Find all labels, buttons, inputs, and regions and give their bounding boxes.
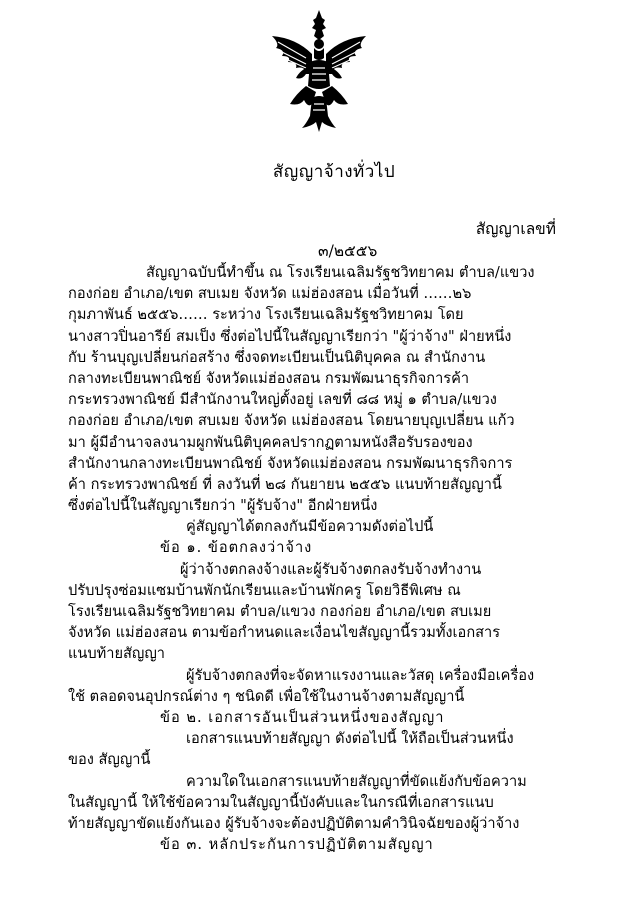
document-body [68,262,574,855]
body-line: กลางทะเบียนพาณิชย์ จังหวัดแม่ฮ่องสอน กรมพัฒนาธุรกิจการค้า [68,369,470,387]
body-line: นางสาวปิ่นอารีย์ สมเป็ง ซึ่งต่อไปนี้ในสัญญาเรียกว่า "ผู้ว่าจ้าง" ฝ่ายหนึ่ง [68,327,512,345]
body-line: จังหวัด แม่ฮ่องสอน ตามข้อกำหนดและเงื่อนไขสัญญานี้รวมทั้งเอกสาร [68,624,501,642]
body-line: กุมภาพันธ์ ๒๕๕๖…… ระหว่าง โรงเรียนเฉลิมรัฐชวิทยาคม โดย [68,306,464,324]
body-line: ซึ่งต่อไปนี้ในสัญญาเรียกว่า "ผู้รับจ้าง" อีกฝ่ายหนึ่ง [68,497,378,515]
body-line: ความใดในเอกสารแนบท้ายสัญญาที่ขัดแย้งกับข้อความ [186,772,527,790]
body-line: ผู้รับจ้างตกลงที่จะจัดหาแรงงานและวัสดุ เครื่องมือเครื่อง [186,666,535,684]
body-line: ค้า กระทรวงพาณิชย์ ที่ ลงวันที่ ๒๘ กันยายน ๒๕๕๖ แนบท้ายสัญญานี้ [68,475,502,493]
body-line: ผู้ว่าจ้างตกลงจ้างและผู้รับจ้างตกลงรับจ้างทำงาน [180,560,482,578]
body-line: กองก่อย อำเภอ/เขต สบเมย จังหวัด แม่ฮ่องสอน โดยนายบุญเปลี่ยน แก้ว [68,412,515,430]
body-line: ปรับปรุงซ่อมแซมบ้านพักนักเรียนและบ้านพักครู โดยวิธีพิเศษ ณ [68,581,461,599]
section-heading: ข้อ ๓. หลักประกันการปฏิบัติตามสัญญา [160,836,434,854]
body-line: มา ผู้มีอำนาจลงนามผูกพันนิติบุคคลปรากฏตามหนังสือรับรองของ [68,433,473,451]
body-line: ใช้ ตลอดจนอุปกรณ์ต่าง ๆ ชนิดดี เพื่อใช้ในงานจ้างตามสัญญานี้ [68,687,465,705]
body-line: กระทรวงพาณิชย์ มีสำนักงานใหญ่ตั้งอยู่ เลขที่ ๘๘ หมู่ ๑ ตำบล/แขวง [68,391,497,409]
section-heading: ข้อ ๑. ข้อตกลงว่าจ้าง [160,539,313,557]
body-line: สำนักงานกลางทะเบียนพาณิชย์ จังหวัดแม่ฮ่องสอน กรมพัฒนาธุรกิจการ [68,454,513,472]
body-line: ของ สัญญานี้ [68,751,151,769]
body-line: โรงเรียนเฉลิมรัฐชวิทยาคม ตำบล/แขวง กองก่อย อำเภอ/เขต สบเมย [68,603,492,620]
garuda-emblem-icon [266,8,372,136]
body-line: กองก่อย อำเภอ/เขต สบเมย จังหวัด แม่ฮ่องสอน เมื่อวันที่ ……๒๖ [68,285,472,303]
section-heading: ข้อ ๒. เอกสารอันเป็นส่วนหนึ่งของสัญญา [160,708,445,726]
body-line: สัญญาฉบับนี้ทำขึ้น ณ โรงเรียนเฉลิมรัฐชวิทยาคม ตำบล/แขวง [146,264,535,281]
contract-number-label: สัญญาเลขที่ [475,220,556,238]
body-line: คู่สัญญาได้ตกลงกันมีข้อความดังต่อไปนี้ [186,518,434,536]
body-line: เอกสารแนบท้ายสัญญา ดังต่อไปนี้ ให้ถือเป็นส่วนหนึ่ง [186,730,514,748]
body-line: ในสัญญานี้ ให้ใช้ข้อความในสัญญานี้บังคับและในกรณีที่เอกสารแนบ [68,793,494,811]
body-line: แนบท้ายสัญญา [68,645,165,663]
document-title: สัญญาจ้างทั่วไป [272,162,396,182]
body-line: ท้ายสัญญาขัดแย้งกันเอง ผู้รับจ้างจะต้องปฏิบัติตามคำวินิจฉัยของผู้ว่าจ้าง [68,814,520,832]
contract-number-value: ๓/๒๕๕๖ [318,242,378,260]
body-line: กับ ร้านบุญเปลี่ยนก่อสร้าง ซึ่งจดทะเบียนเป็นนิติบุคคล ณ สำนักงาน [68,348,486,366]
